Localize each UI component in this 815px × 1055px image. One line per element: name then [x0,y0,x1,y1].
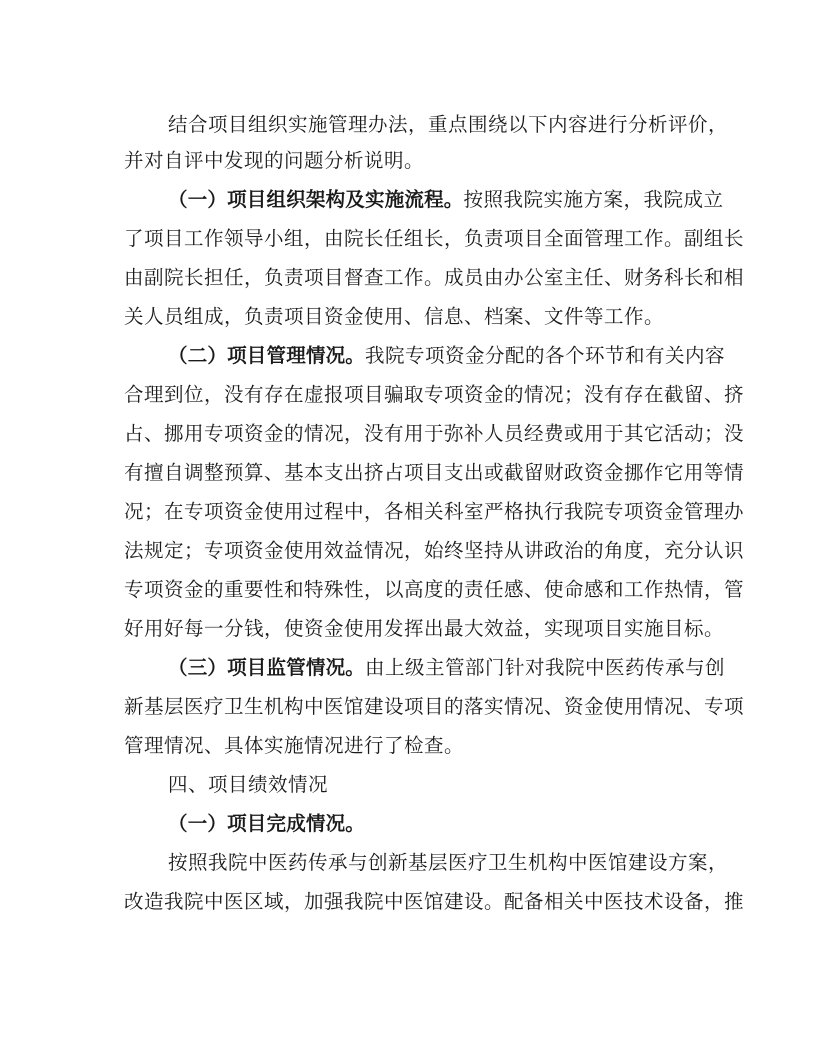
paragraph-line [0,188,724,212]
paragraph-line [0,578,745,602]
paragraph-line [0,734,689,758]
line-text: 有擅自调整预算、基本支出挤占项目支出或截留财政资金挪作它用等情 [124,461,745,484]
section-heading: （一）项目组织架构及实施流程。 [168,188,464,211]
paragraph-line [0,500,745,524]
section-heading: （二）项目管理情况。 [168,344,366,367]
paragraph-line [0,149,684,173]
line-text: 专项资金的重要性和特殊性，以高度的责任感、使命感和工作热情，管 [124,578,745,601]
line-text: 占、挪用专项资金的情况，没有用于弥补人员经费或用于其它活动；没 [124,422,745,445]
paragraph-line [0,890,745,914]
paragraph-line [0,656,726,680]
paragraph-line [0,383,745,407]
line-text: 由上级主管部门针对我院中医药传承与创 [365,656,726,679]
paragraph-line [0,617,725,641]
line-text: 法规定；专项资金使用效益情况，始终坚持从讲政治的角度，充分认识 [124,539,745,562]
line-text: 合理到位，没有存在虚报项目骗取专项资金的情况；没有存在截留、挤 [124,383,745,406]
section-title [0,773,688,797]
paragraph-line [0,422,745,446]
line-text: 我院专项资金分配的各个环节和有关内容 [365,344,726,367]
line-text: 按照我院中医药传承与创新基层医疗卫生机构中医馆建设方案， [168,851,729,874]
line-text: 关人员组成，负责项目资金使用、信息、档案、文件等工作。 [124,305,665,328]
paragraph-line [0,227,745,251]
paragraph-line [0,113,729,137]
paragraph-line [0,695,745,719]
line-text: 新基层医疗卫生机构中医馆建设项目的落实情况、资金使用情况、专项 [124,695,745,718]
line-text: 结合项目组织实施管理办法，重点围绕以下内容进行分析评价， [168,113,729,136]
line-text: 了项目工作领导小组，由院长任组长，负责项目全面管理工作。副组长 [124,227,745,250]
paragraph-line [0,851,729,875]
paragraph-line [0,305,689,329]
paragraph-line [0,344,726,368]
line-text: 好用好每一分钱，使资金使用发挥出最大效益，实现项目实施目标。 [124,617,725,640]
line-text: 改造我院中医区域，加强我院中医馆建设。配备相关中医技术设备，推 [124,890,745,913]
line-text: 由副院长担任，负责项目督查工作。成员由办公室主任、财务科长和相 [124,266,745,289]
line-text: 并对自评中发现的问题分析说明。 [124,149,425,172]
line-text: 按照我院实施方案，我院成立 [463,188,724,211]
paragraph-line [0,539,745,563]
paragraph-line [0,266,745,290]
section-heading: （一）项目完成情况。 [168,812,366,835]
paragraph-line [0,461,745,485]
line-text: 管理情况、具体实施情况进行了检查。 [124,734,465,757]
section-heading: （三）项目监管情况。 [168,656,366,679]
paragraph-line [0,812,688,836]
line-text: 四、项目绩效情况 [168,773,329,796]
line-text: 况；在专项资金使用过程中，各相关科室严格执行我院专项资金管理办 [124,500,745,523]
